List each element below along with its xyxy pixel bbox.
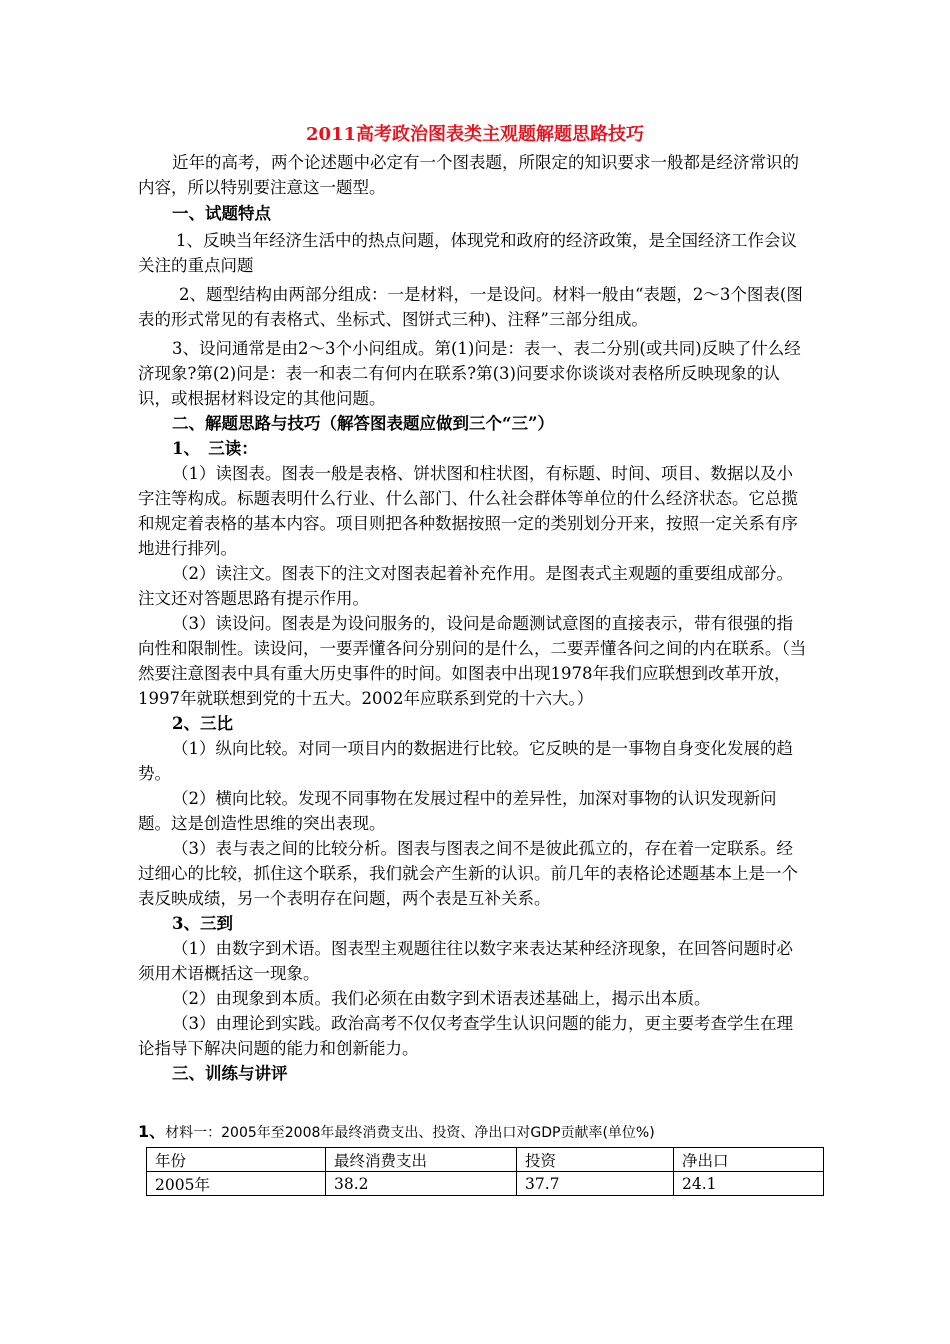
paragraph: （2）横向比较。发现不同事物在发展过程中的差异性，加深对事物的认识发现新问题。这是创造性思维的突出表现。	[138, 789, 777, 833]
paragraph: （2）读注文。图表下的注文对图表起着补充作用。是图表式主观题的重要组成部分。注文还对答题思路有提示作用。	[138, 564, 793, 608]
table-cell: 37.7	[517, 1172, 674, 1196]
subheading: 1、 三读：	[172, 439, 258, 458]
material-caption	[138, 1122, 828, 1143]
section-heading-1: 一、试题特点	[172, 204, 271, 223]
table-cell: 24.1	[674, 1172, 824, 1196]
table-cell: 38.2	[326, 1172, 517, 1196]
table-header-cell: 投资	[517, 1148, 674, 1172]
paragraph: （3）由理论到实践。政治高考不仅仅考查学生认识问题的能力，更主要考查学生在理论指导下解决问题的能力和创新能力。	[138, 1014, 793, 1058]
body-text	[138, 150, 808, 1086]
paragraph: 2、题型结构由两部分组成：一是材料，一是设问。材料一般由“表题，2～3个图表(图表的形式常见的有表格式、坐标式、图饼式三种)、注释”三部分组成。	[138, 285, 803, 329]
paragraph: （1）由数字到术语。图表型主观题往往以数字来表达某种经济现象，在回答问题时必须用术语概括这一现象。	[138, 939, 793, 983]
section-heading-3: 三、训练与讲评	[172, 1064, 288, 1083]
table-header-cell: 年份	[147, 1148, 326, 1172]
section-heading-2: 二、解题思路与技巧（解答图表题应做到三个“三”）	[172, 414, 554, 433]
paragraph: 1、反映当年经济生活中的热点问题，体现党和政府的经济政策，是全国经济工作会议关注的重点问题	[138, 231, 797, 275]
table-header-cell: 最终消费支出	[326, 1148, 517, 1172]
question-number: 1、	[138, 1122, 166, 1141]
page-title: 2011高考政治图表类主观题解题思路技巧	[305, 124, 645, 145]
table-cell: 2005年	[147, 1172, 326, 1196]
subheading: 2、三比	[172, 714, 233, 733]
table-header-row	[147, 1148, 824, 1172]
material-text: 材料一：2005年至2008年最终消费支出、投资、净出口对GDP贡献率(单位%)	[165, 1125, 655, 1141]
intro-paragraph: 近年的高考，两个论述题中必定有一个图表题，所限定的知识要求一般都是经济常识的内容，所以特别要注意这一题型。	[138, 153, 799, 197]
table-row	[147, 1172, 824, 1196]
data-table	[146, 1147, 824, 1196]
table-header-cell: 净出口	[674, 1148, 824, 1172]
paragraph: （2）由现象到本质。我们必须在由数字到术语表述基础上，揭示出本质。	[172, 989, 711, 1008]
paragraph: （3）读设问。图表是为设问服务的，设问是命题测试意图的直接表示，带有很强的指向性和限制性。读设问，一要弄懂各问分别问的是什么，二要弄懂各问之间的内在联系。（当然要注意图表中具有重大历史事件的时间。如图表中出现1978年我们应联想到改革开放，1997年就联想到党的十五大。2002年应联系到党的十六大。）	[138, 614, 807, 708]
paragraph: （3）表与表之间的比较分析。图表与图表之间不是彼此孤立的，存在着一定联系。经过细心的比较，抓住这个联系，我们就会产生新的认识。前几年的表格论述题基本上是一个表反映成绩，另一个表明存在问题，两个表是互补关系。	[138, 839, 798, 908]
paragraph: （1）读图表。图表一般是表格、饼状图和柱状图，有标题、时间、项目、数据以及小字注等构成。标题表明什么行业、什么部门、什么社会群体等单位的什么经济状态。它总揽和规定着表格的基本内容。项目则把各种数据按照一定的类别划分开来，按照一定关系有序地进行排列。	[138, 464, 798, 558]
subheading: 3、三到	[172, 914, 233, 933]
paragraph: （1）纵向比较。对同一项目内的数据进行比较。它反映的是一事物自身变化发展的趋势。	[138, 739, 793, 783]
paragraph: 3、设问通常是由2～3个小问组成。第(1)问是：表一、表二分别(或共同)反映了什么经济现象?第(2)问是：表一和表二有何内在联系?第(3)问要求你谈谈对表格所反映现象的认识，或根据材料设定的其他问题。	[138, 339, 801, 408]
